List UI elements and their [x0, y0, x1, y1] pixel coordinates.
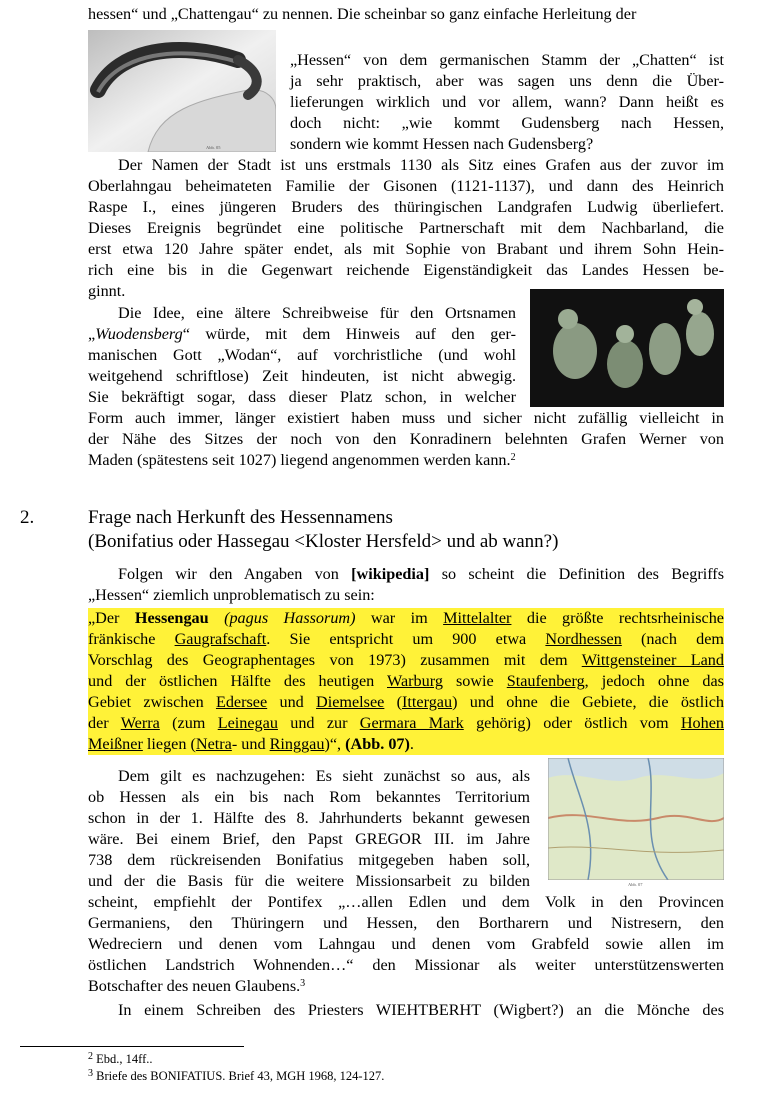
hand-torque-photo [88, 30, 276, 152]
footnote-ref: 3 [300, 978, 306, 989]
top-line: hessen“ und „Chattengau“ zu nennen. Die scheinbar so ganz einfache Herleitung der [88, 5, 637, 23]
paragraph-stadt: Der Namen der Stadt ist uns erstmals 1130 als Sitz eines Grafen aus der zuvor im Oberlahngau beheimateten Familie der Gisonen (1121-1137), und dann des Heinrich Raspe I., eines jüngeren Bruders des thüringischen Landgrafen Ludwig überliefert. Dieses Ereignis begründet eine politische Partnerschaft mit dem Nachbarland, die erst etwa 120 Jahre später endet, als mit Sophie von Brabant und ihrem Sohn Hein- rich eine bis in die Gegenwart reichende Eigenständigkeit das Landes Hessen be- ginnt. [88, 156, 724, 300]
paragraph-gregor: Dem gilt es nachzugehen: Es sieht zunächst so aus, als ob Hessen als ein bis nach Rom bekanntes Territorium schon in der 1. Hälfte des 8. Jahrhunderts bekannt gewesen wäre. Bei einem Brief, den Papst GREGOR III. im Jahre 738 dem rückreisenden Bonifatius mitgegeben haben soll, und der die Basis für die weitere Missionsarbeit zu bilden scheint, empfiehlt der Pontifex „…allen Edlen und dem Volk in den Provincen Germaniens, den Thüringern und Hessen, den Bortharern und Nistresern, den Wedreciern und denen vom Lahngau und denen vom Grabfeld sowie allen im östlichen Landstrich Wohnenden…“ den Missionar als weiter unterstützenswerten Botschafter des neuen Glaubens.$^3$ [88, 767, 724, 995]
footnote-separator [20, 1046, 244, 1047]
place-name-italic: Wuodensberg [95, 325, 183, 343]
paragraph-herleitung: „Hessen“ von dem germanischen Stamm der „Chatten“ ist ja sehr praktisch, aber was sagen uns denn die Über- lieferungen wirklich und vor allem, wann? Dann heißt es doch nicht: „wie kommt Gudensberg nach Hessen, sondern wie kommt Hessen nach Gudensberg? [290, 51, 724, 153]
section-subtitle: (Bonifatius oder Hassegau <Kloster Hersfeld> und ab wann?) [88, 531, 559, 552]
wikipedia-quote: „Der Hessengau (pagus Hassorum) war im Mittelalter die größte rechtsrheinische fränkische Gaugrafschaft. Sie entspricht um 900 etwa Nordhessen (nach dem Vorschlag des Geographentages von 1973) zusammen mit dem Wittgensteiner Land und der östlichen Hälfte des heutigen Warburg sowie Staufenberg, jedoch ohne das Gebiet zwischen Edersee und Diemelsee (Ittergau) und ohne die Gebiete, die östlich der Werra (zum Leinegau und zur Germara Mark gehörig) oder östlich vom Hohen Meißner liegen (Netra- und Ringgau)“, (Abb. 07). [88, 609, 724, 753]
paragraph-wikipedia: Folgen wir den Angaben von [wikipedia] so scheint die Definition des Begriffs „Hessen“ ziemlich unproblematisch zu sein: [88, 565, 724, 604]
paragraph-wiehtberht: In einem Schreiben des Priesters WIEHTBERHT (Wigbert?) an die Mönche des [118, 1001, 724, 1019]
footnote-2: $^2$ Ebd., 14ff.. [88, 1051, 153, 1066]
section-number: 2. [20, 507, 35, 528]
paragraph-idee: Die Idee, eine ältere Schreibweise für den Ortsnamen „Wuodensberg“ würde, mit dem Hinweis auf den ger- manischen Gott „Wodan“, auf vorchristliche (und wohl weitgehend schriftlose) Zeit hindeuten, ist nicht abwegig. Sie bekräftigt sogar, dass dieser Platz schon, in welcher Form auch immer, länger existiert haben muss und sicher nicht zufällig vielleicht in der Nähe des Sitzes der noch von den Konradinern belehnten Grafen Werner von Maden (spätestens seit 1027) liegend angenommen werden kann.$^2$ [88, 304, 724, 469]
footnote-ref: 2 [510, 452, 516, 463]
section-heading [20, 506, 724, 554]
image-caption: Abb. 07 [628, 882, 643, 887]
image-caption: Abb. 05 [206, 145, 221, 150]
section-title: Frage nach Herkunft des Hessennamens [88, 507, 393, 528]
footnote-3: $^3$ Briefe des BONIFATIUS. Brief 43, MGH 1968, 124-127. [88, 1068, 385, 1083]
